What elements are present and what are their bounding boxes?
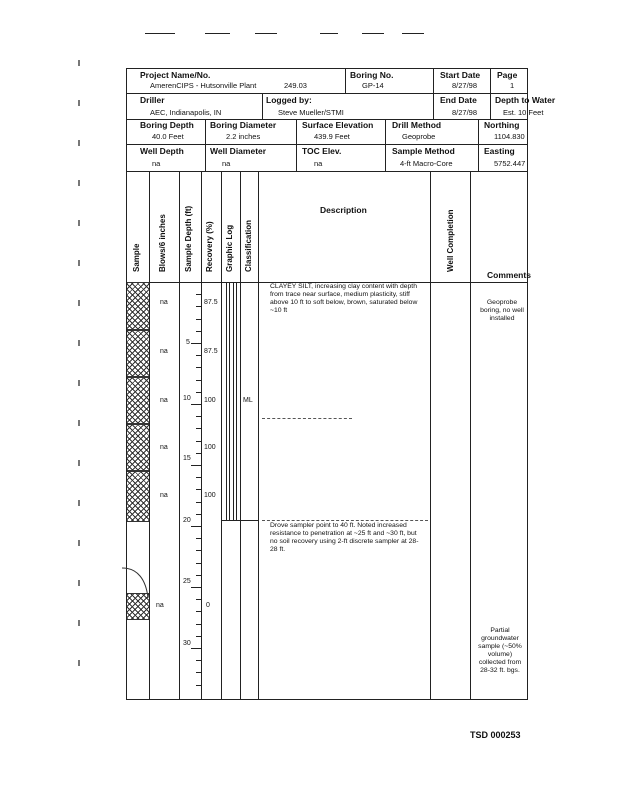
driller-label: Driller	[140, 95, 165, 105]
boring-label: Boring No.	[350, 70, 394, 80]
blows-1: na	[160, 299, 168, 306]
depth-tick	[196, 624, 201, 625]
depth-tick	[196, 380, 201, 381]
comment-2: Partial groundwater sample (~50% volume) collected from 28-32 ft. bgs.	[478, 627, 522, 674]
col-well-completion: Well Completion	[446, 209, 455, 272]
depth-tick	[196, 294, 201, 295]
margin-marks	[78, 60, 80, 700]
depth-tick	[196, 538, 201, 539]
logged-label: Logged by:	[266, 95, 312, 105]
recovery-5: 100	[204, 492, 216, 499]
depth-mark-20: 20	[183, 517, 191, 524]
page-value: 1	[510, 81, 515, 90]
sample-hatch-2	[127, 329, 149, 378]
depth-tick	[196, 514, 201, 515]
well-diameter-label: Well Diameter	[210, 146, 267, 156]
depth-tick	[196, 599, 201, 600]
depth-to-water-label: Depth to Water	[495, 95, 556, 105]
depth-tick	[196, 428, 201, 429]
page-label: Page	[497, 70, 518, 80]
depth-tick	[191, 648, 201, 649]
depth-tick	[196, 502, 201, 503]
depth-mark-25: 25	[183, 578, 191, 585]
depth-tick	[196, 563, 201, 564]
logged-value: Steve Mueller/STMI	[278, 108, 344, 117]
depth-tick	[196, 477, 201, 478]
northing-value: 1104.830	[494, 132, 525, 141]
toc-elevation-value: na	[314, 159, 323, 168]
depth-tick	[191, 343, 201, 344]
project-number: 249.03	[284, 81, 307, 90]
boring-value: GP-14	[362, 81, 384, 90]
depth-tick	[196, 355, 201, 356]
driller-value: AEC, Indianapolis, IN	[150, 108, 222, 117]
depth-tick	[196, 685, 201, 686]
comment-1: Geoprobe boring, no well installed	[480, 299, 524, 322]
depth-mark-5: 5	[186, 339, 190, 346]
col-sample: Sample	[132, 243, 141, 272]
depth-tick	[196, 453, 201, 454]
recovery-2: 87.5	[204, 348, 218, 355]
depth-tick	[196, 489, 201, 490]
depth-tick	[196, 660, 201, 661]
depth-tick	[196, 636, 201, 637]
start-date-label: Start Date	[440, 70, 481, 80]
boring-depth-label: Boring Depth	[140, 120, 194, 130]
sample-curve	[120, 560, 160, 600]
drill-method-value: Geoprobe	[402, 132, 436, 141]
surface-elevation-value: 439.9 Feet	[314, 132, 350, 141]
depth-tick	[196, 441, 201, 442]
depth-tick	[191, 465, 201, 466]
col-sample-depth: Sample Depth (ft)	[184, 205, 193, 272]
easting-value: 5752.447	[494, 159, 526, 168]
blows-5: na	[160, 492, 168, 499]
sample-hatch-5	[127, 470, 149, 522]
project-value: AmerenCIPS - Hutsonville Plant	[150, 81, 257, 90]
surface-elevation-label: Surface Elevation	[302, 120, 374, 130]
depth-tick	[191, 587, 201, 588]
depth-tick	[191, 526, 201, 527]
boring-diameter-value: 2.2 inches	[226, 132, 261, 141]
depth-tick	[191, 282, 201, 283]
blows-2: na	[160, 348, 168, 355]
classification-ml: ML	[243, 397, 253, 404]
northing-label: Northing	[484, 120, 520, 130]
col-classification: Classification	[244, 219, 253, 272]
description-1: CLAYEY SILT, increasing clay content with depth from trace near surface, medium plasticity, stiff above 10 ft to soft below, brown, saturated below ~10 ft	[270, 283, 418, 314]
recovery-6: 0	[206, 602, 210, 609]
depth-tick	[196, 306, 201, 307]
sample-method-value: 4-ft Macro-Core	[400, 159, 453, 168]
col-blows: Blows/6 inches	[158, 214, 167, 272]
depth-tick	[196, 550, 201, 551]
project-label: Project Name/No.	[140, 70, 211, 80]
blows-6: na	[156, 602, 164, 609]
depth-tick	[196, 575, 201, 576]
depth-tick	[191, 404, 201, 405]
recovery-1: 87.5	[204, 299, 218, 306]
well-depth-value: na	[152, 159, 161, 168]
description-2: Drove sampler point to 40 ft. Noted increased resistance to penetration at ~25 ft and ~30 ft, but no soil recovery using 2-ft discrete sampler at 28-28 ft.	[270, 522, 419, 553]
sample-method-label: Sample Method	[392, 146, 455, 156]
water-line	[262, 418, 352, 419]
col-description: Description	[320, 205, 367, 215]
depth-mark-10: 10	[183, 395, 191, 402]
depth-mark-30: 30	[183, 640, 191, 647]
depth-tick	[196, 672, 201, 673]
end-date-value: 8/27/98	[452, 108, 478, 117]
boring-depth-value: 40.0 Feet	[152, 132, 184, 141]
sample-hatch-3	[127, 376, 149, 425]
col-graphic-log: Graphic Log	[225, 224, 234, 272]
depth-tick	[196, 611, 201, 612]
depth-tick	[196, 392, 201, 393]
well-depth-label: Well Depth	[140, 146, 184, 156]
sample-hatch-1	[127, 282, 149, 331]
well-diameter-value: na	[222, 159, 231, 168]
unit-boundary	[262, 520, 428, 521]
depth-tick	[196, 367, 201, 368]
depth-tick	[196, 331, 201, 332]
depth-mark-15: 15	[183, 455, 191, 462]
end-date-label: End Date	[440, 95, 477, 105]
drill-method-label: Drill Method	[392, 120, 442, 130]
depth-tick	[196, 416, 201, 417]
log-frame	[126, 68, 528, 700]
blows-3: na	[160, 397, 168, 404]
toc-elevation-label: TOC Elev.	[302, 146, 342, 156]
start-date-value: 8/27/98	[452, 81, 478, 90]
blows-4: na	[160, 444, 168, 451]
boring-diameter-label: Boring Diameter	[210, 120, 277, 130]
easting-label: Easting	[484, 146, 515, 156]
depth-to-water-value: Est. 10 Feet	[503, 108, 544, 117]
recovery-4: 100	[204, 444, 216, 451]
sample-hatch-4	[127, 423, 149, 472]
col-comments: Comments	[487, 270, 531, 280]
col-recovery: Recovery (%)	[205, 221, 214, 272]
recovery-3: 100	[204, 397, 216, 404]
depth-tick	[196, 319, 201, 320]
document-stamp: TSD 000253	[470, 730, 521, 740]
